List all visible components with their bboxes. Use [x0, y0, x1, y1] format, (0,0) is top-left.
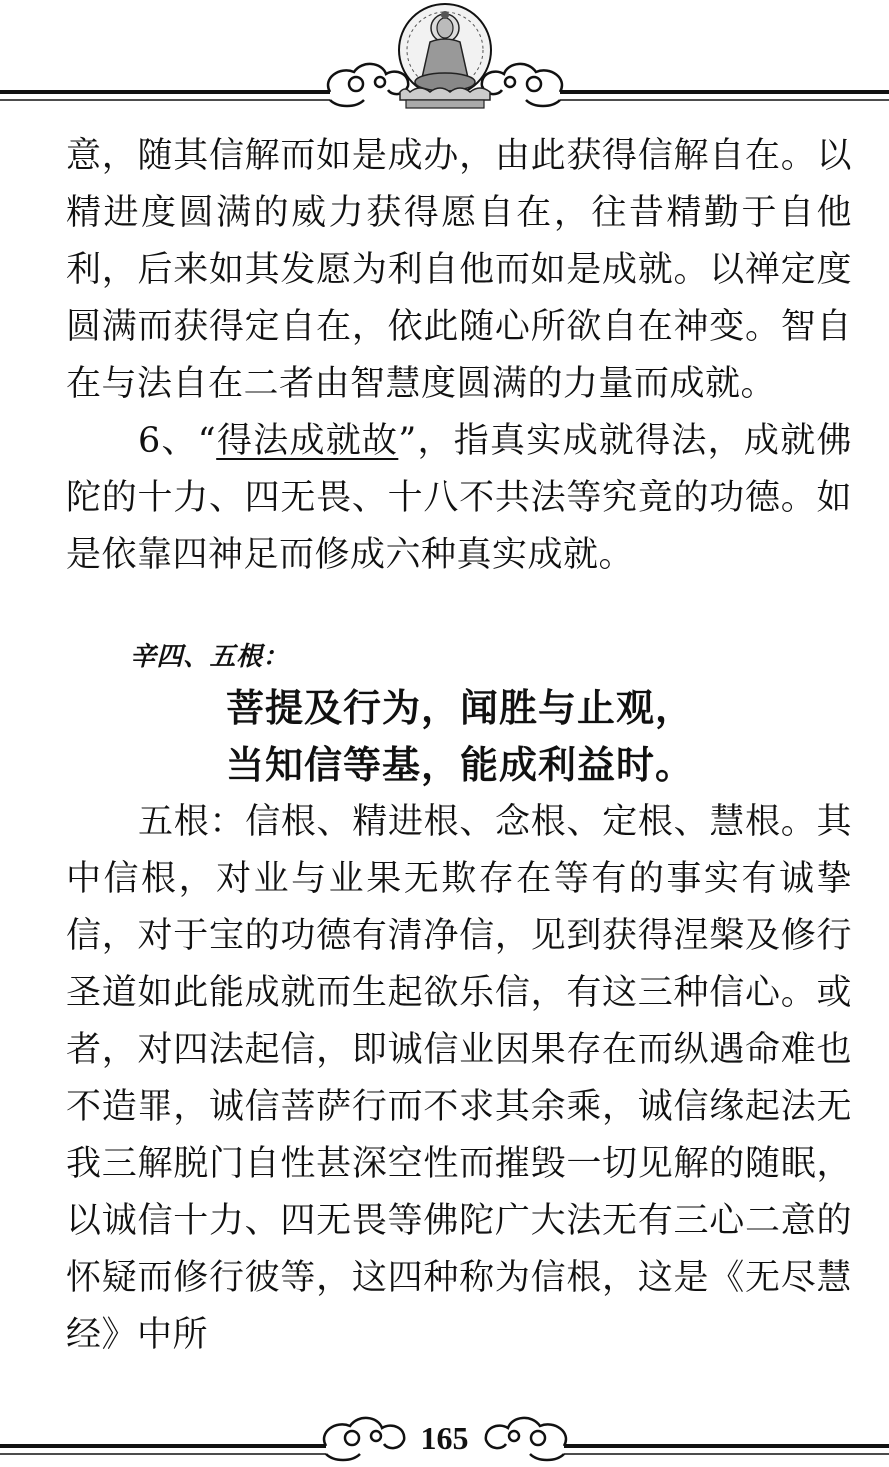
paragraph-text-lead: 6、“: [138, 421, 217, 461]
page-number: 165: [420, 1420, 469, 1456]
page-content: [66, 128, 852, 1364]
page-header-ornament: [0, 0, 889, 120]
paragraph-five-roots: 五根：信根、精进根、念根、定根、慧根。其中信根，对业与业果无欺存在等有的事实有诚挚信，对于宝的功德有清净信，见到获得涅槃及修行圣道如此能成就而生起欲乐信，有这三种信心。或者，对四法起信，即诚信业因果存在而纵遇命难也不造罪，诚信菩萨行而不求其余乘，诚信缘起法无我三解脱门自性甚深空性而摧毁一切见解的随眠，以诚信十力、四无畏等佛陀广大法无有三心二意的怀疑而修行彼等，这四种称为信根，这是《无尽慧经》中所: [66, 802, 852, 1355]
verse-line-2: 当知信等基，能成利益时。: [226, 743, 695, 787]
underlined-term: 得法成就故: [216, 421, 399, 461]
section-heading: 辛四、五根：: [130, 642, 290, 672]
buddha-emblem-icon: [0, 0, 889, 120]
paragraph-item-6: [66, 413, 852, 584]
paragraph-continuation: [66, 128, 852, 413]
paragraph-text-rest: ”，指真实成就得法，成就佛陀的十力、四无畏、十八不共法等究竟的功德。如是依靠四神足而修成六种真实成就。: [66, 421, 852, 575]
paragraph-text: 意，随其信解而如是成办，由此获得信解自在。以精进度圆满的威力获得愿自在，往昔精勤于自他利，后来如其发愿为利自他而如是成就。以禅定度圆满而获得定自在，依此随心所欲自在神变。智自在与法自在二者由智慧度圆满的力量而成就。: [66, 136, 852, 404]
verse-line-1: 菩提及行为，闻胜与止观，: [226, 686, 695, 730]
